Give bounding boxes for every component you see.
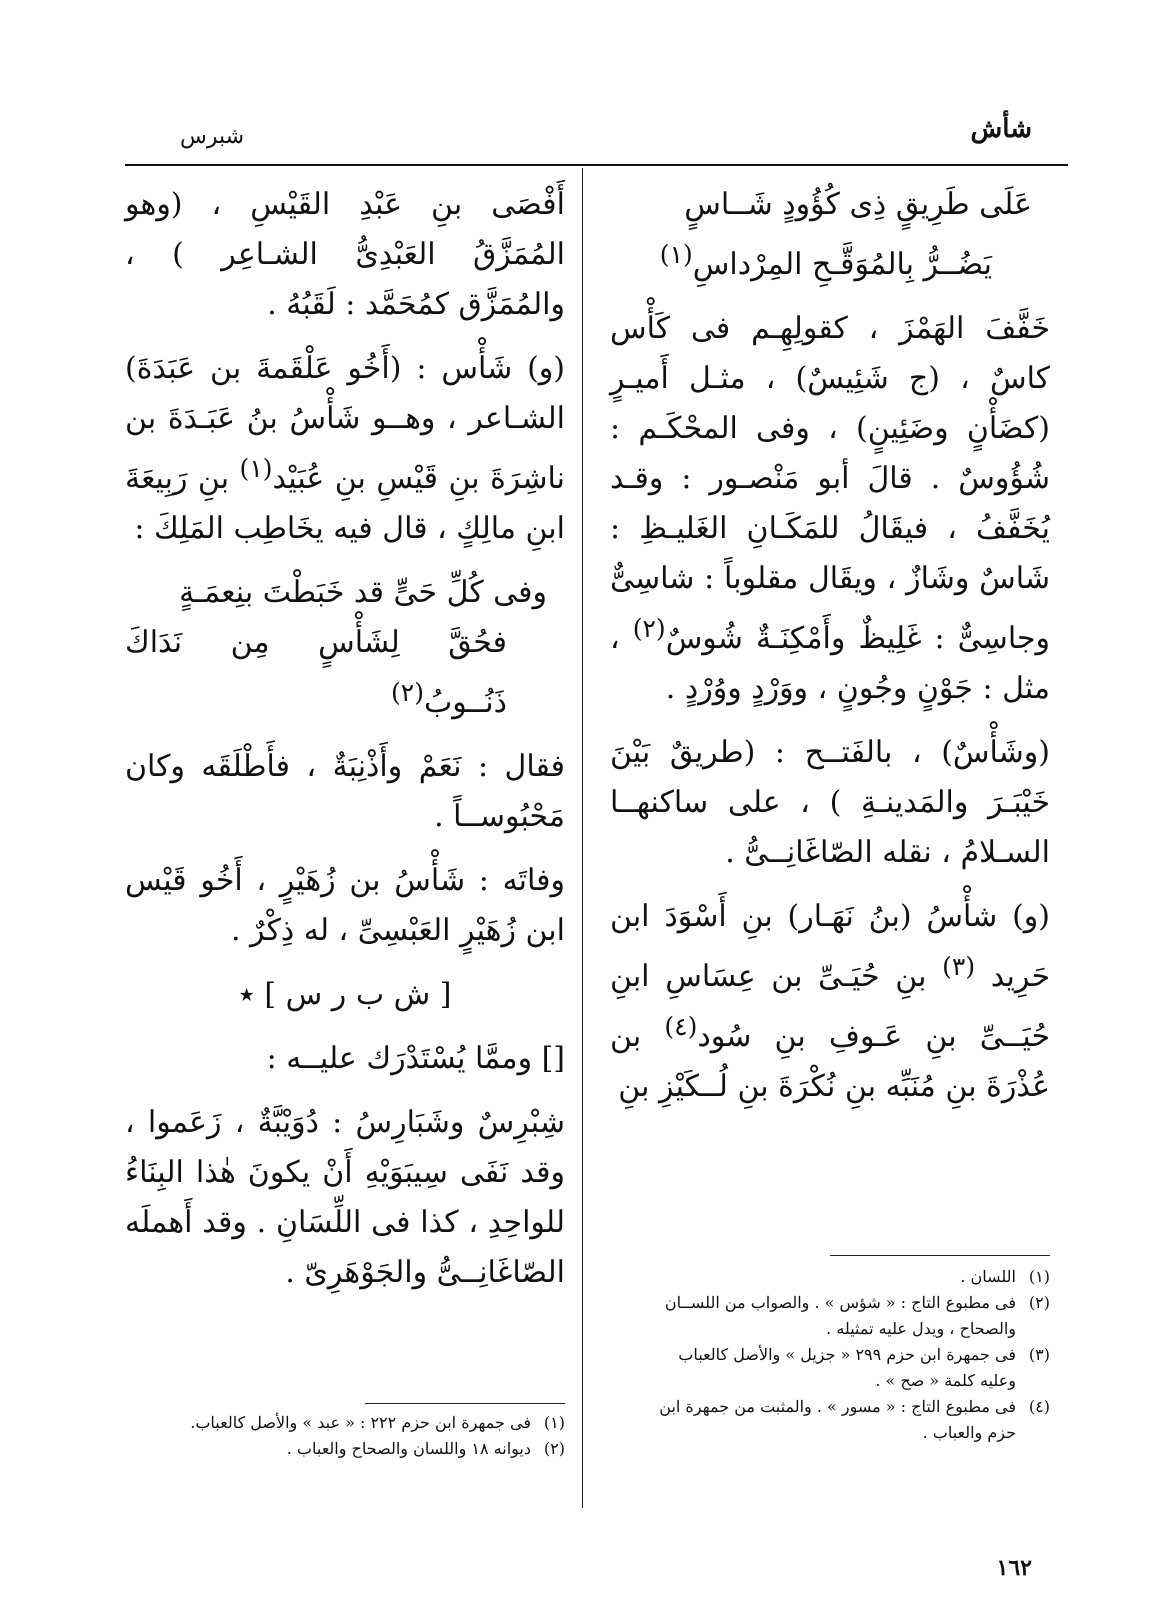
paragraph: (وشَأْسٌ) ، بالفَتــح : (طريقٌ بَيْنَ خَيْبَـرَ والمَدينـةِ ) ، على ساكنهــا السـلامُ ، نقله الصّاغَانِــىُّ . xyxy=(610,735,1050,870)
page-number: ١٦٢ xyxy=(996,1555,1032,1581)
paragraph xyxy=(610,304,1050,714)
footnote-number: (٣) xyxy=(1028,1345,1050,1364)
paragraph-text: (و) شَأْس : (أَخُو عَلْقَمةَ بن عَبَدَةَ) الشـاعر ، وهــو شَأْسُ بنُ عَبَـدَةَ بن ناشِرَةَ بنِ قَيْسِ بنِ عُبَيْد xyxy=(125,351,565,496)
paragraph-text: بن عُذْرَةَ بنِ مُنَبِّه بنِ نُكْرَةَ بنِ لُــكَيْزِ بنِ xyxy=(610,1019,1050,1104)
verse-line-2 xyxy=(610,230,1032,290)
paragraph-text: بنِ حُيَـىِّ بن عِسَاسِ ابنِ حُيَــىِّ بنِ عَـوفِ بنِ سُود xyxy=(610,959,1050,1054)
footnote-ref: (٤) xyxy=(664,1012,698,1041)
paragraph: وفاتَه : شَأْسُ بن زُهَيْرٍ ، أَخُو قَيْس ابن زُهَيْرٍ العَبْسِىِّ ، له ذِكْرٌ . xyxy=(125,863,565,948)
footnote-number: (٢) xyxy=(1028,1293,1050,1312)
footnote-number: (٢) xyxy=(543,1439,565,1458)
verse-line-1: عَلَى طَرِيقٍ ذِى كُؤُودٍ شَــاسٍ xyxy=(684,187,1032,222)
footnote-ref: (٣) xyxy=(942,952,976,981)
footnote-ref: (٢) xyxy=(391,678,424,707)
footnote-continuation: حزم والعباب . xyxy=(922,1423,1016,1442)
footnote-continuation: وعليه كلمة « صح » . xyxy=(875,1371,1016,1390)
footnote-rule-left xyxy=(365,1403,565,1404)
verse-left xyxy=(125,568,565,728)
footnote-ref: (١) xyxy=(659,240,693,269)
footnote-text: ديوانه ١٨ واللسان والصحاح والعباب . xyxy=(286,1439,531,1458)
footnote-item xyxy=(125,1436,565,1462)
footnote-number: (١) xyxy=(1028,1267,1050,1286)
footnote-text: فى مطبوع التاج : « مسور » . والمثبت من جمهرة ابن xyxy=(659,1397,1016,1416)
footnote-item xyxy=(125,1410,565,1436)
right-column xyxy=(610,180,1050,1126)
verse-line-1: وفى كُلِّ حَىٍّ قد خَبَطْتَ بنِعمَـةٍ xyxy=(179,575,547,610)
footnote-number: (٤) xyxy=(1028,1397,1050,1416)
footnotes-left xyxy=(125,1410,565,1462)
footnote-number: (١) xyxy=(543,1413,565,1432)
paragraph: شِبْرِسٌ وشَبَارِسُ : دُوَيْبَّةٌ ، زَعَموا ، وقد نَفَى سِيبَوَيْهِ أَنْ يكونَ هٰذا البِنَاءُ للواحِدِ ، كذا فى اللِّسَانِ . وقد أَهملَه الصّاغَانِــىُّ والجَوْهَرِىّ . xyxy=(125,1105,565,1290)
column-divider xyxy=(582,168,583,1508)
footnote-item xyxy=(610,1342,1050,1394)
paragraph: فقال : نَعَمْ وأَذْنِبَةٌ ، فأَطْلَقَه وكان مَحْبُوســاً . xyxy=(125,749,565,834)
footnote-text: فى مطبوع التاج : « شؤس » . والصواب من اللســان xyxy=(664,1293,1016,1312)
paragraph: أَفْصَى بنِ عَبْدِ القَيْسِ ، (وهو المُمَزَّقُ العَبْدِىُّ الشـاعِر ) ، والمُمَزَّق كمُحَمَّد : لَقَبُهُ . xyxy=(125,187,565,322)
verse-line-2-text: فحُقَّ لِشَأْسٍ مِن نَدَاكَ ذَنُــوبُ xyxy=(125,625,507,720)
footnote-item xyxy=(610,1290,1050,1342)
running-head-right: شأش xyxy=(970,114,1032,144)
paragraph-text: خَفَّفَ الهَمْزَ ، كقولِهِـم فى كَأْس كاسٌ ، (ج شَئِيسٌ) ، مثـل أَميـرٍ (كضَأْنٍ وضَئِينٍ) ، وفى المحْكَـم : شُؤُوسٌ . قالَ أبو مَنْصـور : وقـد يُخَفَّفُ ، فيقَالُ للمَكَـانِ الغَليـظِ : شَاسٌ وشَازٌ ، ويقَال مقلوباً : شاسِىٌّ وجاسِىٌّ : غَلِيظٌ وأَمْكِنَـةٌ شُوسٌ xyxy=(610,311,1050,656)
header-rule xyxy=(125,164,1068,166)
verse-line-2-text: يَضُــرُّ بِالمُوَقَّـحِ المِرْداسِ xyxy=(692,247,992,282)
verse-right xyxy=(610,180,1050,290)
footnote-text: اللسان . xyxy=(960,1267,1016,1286)
paragraph-text: بنِ رَبِيعَةَ ابنِ مالِكٍ ، قال فيه يخَاطِب المَلِكَ : xyxy=(125,461,565,546)
footnote-text: فى جمهرة ابن حزم ٢٢٢ : « عبد » والأصل كالعباب. xyxy=(190,1413,531,1432)
footnote-item xyxy=(610,1264,1050,1290)
mustadrak-line: [] وممَّا يُسْتَدْرَك عليــه : xyxy=(266,1041,565,1076)
footnote-text: فى جمهرة ابن حزم ٢٩٩ « جزيل » والأصل كالعباب xyxy=(678,1345,1016,1364)
verse-line-2 xyxy=(125,618,547,728)
entry-heading: [ ش ب ر س ] ٭ xyxy=(238,977,452,1012)
footnote-continuation: والصحاح ، ويدل عليه تمثيله . xyxy=(826,1319,1016,1338)
footnote-ref: (٢) xyxy=(632,614,666,643)
footnote-item xyxy=(610,1394,1050,1446)
paragraph xyxy=(125,344,565,554)
paragraph xyxy=(610,892,1050,1112)
paragraph-text: (و) شأْسُ (بنُ نَهَـار) بنِ أَسْوَدَ ابن حَرِيد xyxy=(610,899,1050,994)
paragraph-text: ، مثل : جَوْنٍ وجُونٍ ، ووَرْدٍ ووُرْدٍ . xyxy=(610,621,1050,706)
footnotes-right xyxy=(610,1264,1050,1446)
footnote-ref: (١) xyxy=(239,454,273,483)
left-column xyxy=(125,180,565,1312)
footnote-rule-right xyxy=(830,1255,1050,1256)
running-head-left: شبرس xyxy=(180,124,245,149)
